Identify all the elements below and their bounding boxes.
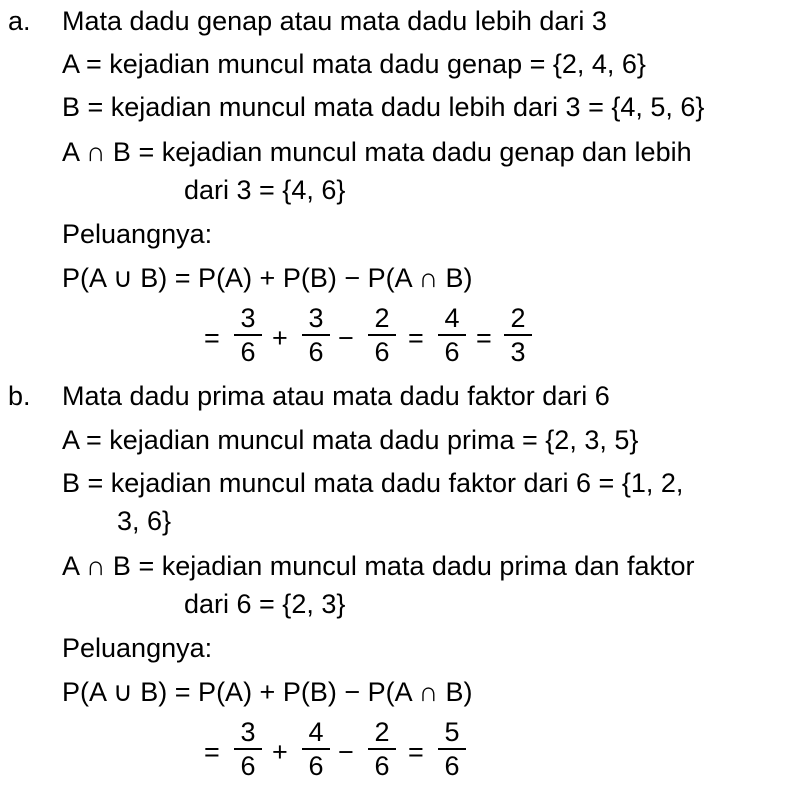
denominator: 6 <box>444 751 460 781</box>
denominator: 6 <box>374 751 390 781</box>
equals-sign: = <box>204 323 220 353</box>
fraction <box>302 718 330 780</box>
part-b-set-b-cont: 3, 6} <box>117 506 172 536</box>
denominator: 6 <box>308 337 324 367</box>
denominator: 6 <box>308 751 324 781</box>
denominator: 6 <box>444 337 460 367</box>
equals-sign: = <box>476 323 492 353</box>
fraction <box>368 718 396 780</box>
fraction <box>302 304 330 366</box>
equals-sign: = <box>204 737 220 767</box>
denominator: 6 <box>240 337 256 367</box>
fraction <box>234 718 262 780</box>
part-a-intersection: A ∩ B = kejadian muncul mata dadu genap dan lebih <box>62 137 692 167</box>
part-b-intersection-cont: dari 6 = {2, 3} <box>184 589 346 619</box>
plus-sign: + <box>272 323 288 353</box>
part-a-intersection-cont: dari 3 = {4, 6} <box>184 175 346 205</box>
part-a-label: a. <box>8 6 31 36</box>
numerator: 4 <box>308 717 324 747</box>
numerator: 3 <box>240 303 256 333</box>
part-b-heading: Mata dadu prima atau mata dadu faktor dari 6 <box>62 381 610 411</box>
numerator: 2 <box>510 303 526 333</box>
denominator: 6 <box>240 751 256 781</box>
numerator: 3 <box>240 717 256 747</box>
plus-sign: + <box>272 737 288 767</box>
fraction <box>438 718 466 780</box>
numerator: 5 <box>444 717 460 747</box>
part-b-label: b. <box>8 381 31 411</box>
part-b-set-a: A = kejadian muncul mata dadu prima = {2, 3, 5} <box>62 425 639 455</box>
part-a-set-b: B = kejadian muncul mata dadu lebih dari 3 = {4, 5, 6} <box>62 92 705 122</box>
part-b-intersection: A ∩ B = kejadian muncul mata dadu prima dan faktor <box>62 551 695 581</box>
fraction <box>234 304 262 366</box>
equals-sign: = <box>408 737 424 767</box>
equals-sign: = <box>408 323 424 353</box>
fraction <box>438 304 466 366</box>
numerator: 2 <box>374 303 390 333</box>
part-a-set-a: A = kejadian muncul mata dadu genap = {2, 4, 6} <box>62 49 646 79</box>
denominator: 6 <box>374 337 390 367</box>
denominator: 3 <box>510 337 526 367</box>
fraction <box>368 304 396 366</box>
numerator: 2 <box>374 717 390 747</box>
part-a-heading: Mata dadu genap atau mata dadu lebih dari 3 <box>62 6 607 36</box>
numerator: 4 <box>444 303 460 333</box>
part-b-peluang-label: Peluangnya: <box>62 633 213 663</box>
part-b-formula: P(A ∪ B) = P(A) + P(B) − P(A ∩ B) <box>62 677 473 707</box>
part-a-formula: P(A ∪ B) = P(A) + P(B) − P(A ∩ B) <box>62 263 473 293</box>
part-b-set-b: B = kejadian muncul mata dadu faktor dari 6 = {1, 2, <box>62 468 684 498</box>
minus-sign: − <box>338 737 354 767</box>
numerator: 3 <box>308 303 324 333</box>
part-a-peluang-label: Peluangnya: <box>62 219 213 249</box>
fraction <box>504 304 532 366</box>
minus-sign: − <box>338 323 354 353</box>
